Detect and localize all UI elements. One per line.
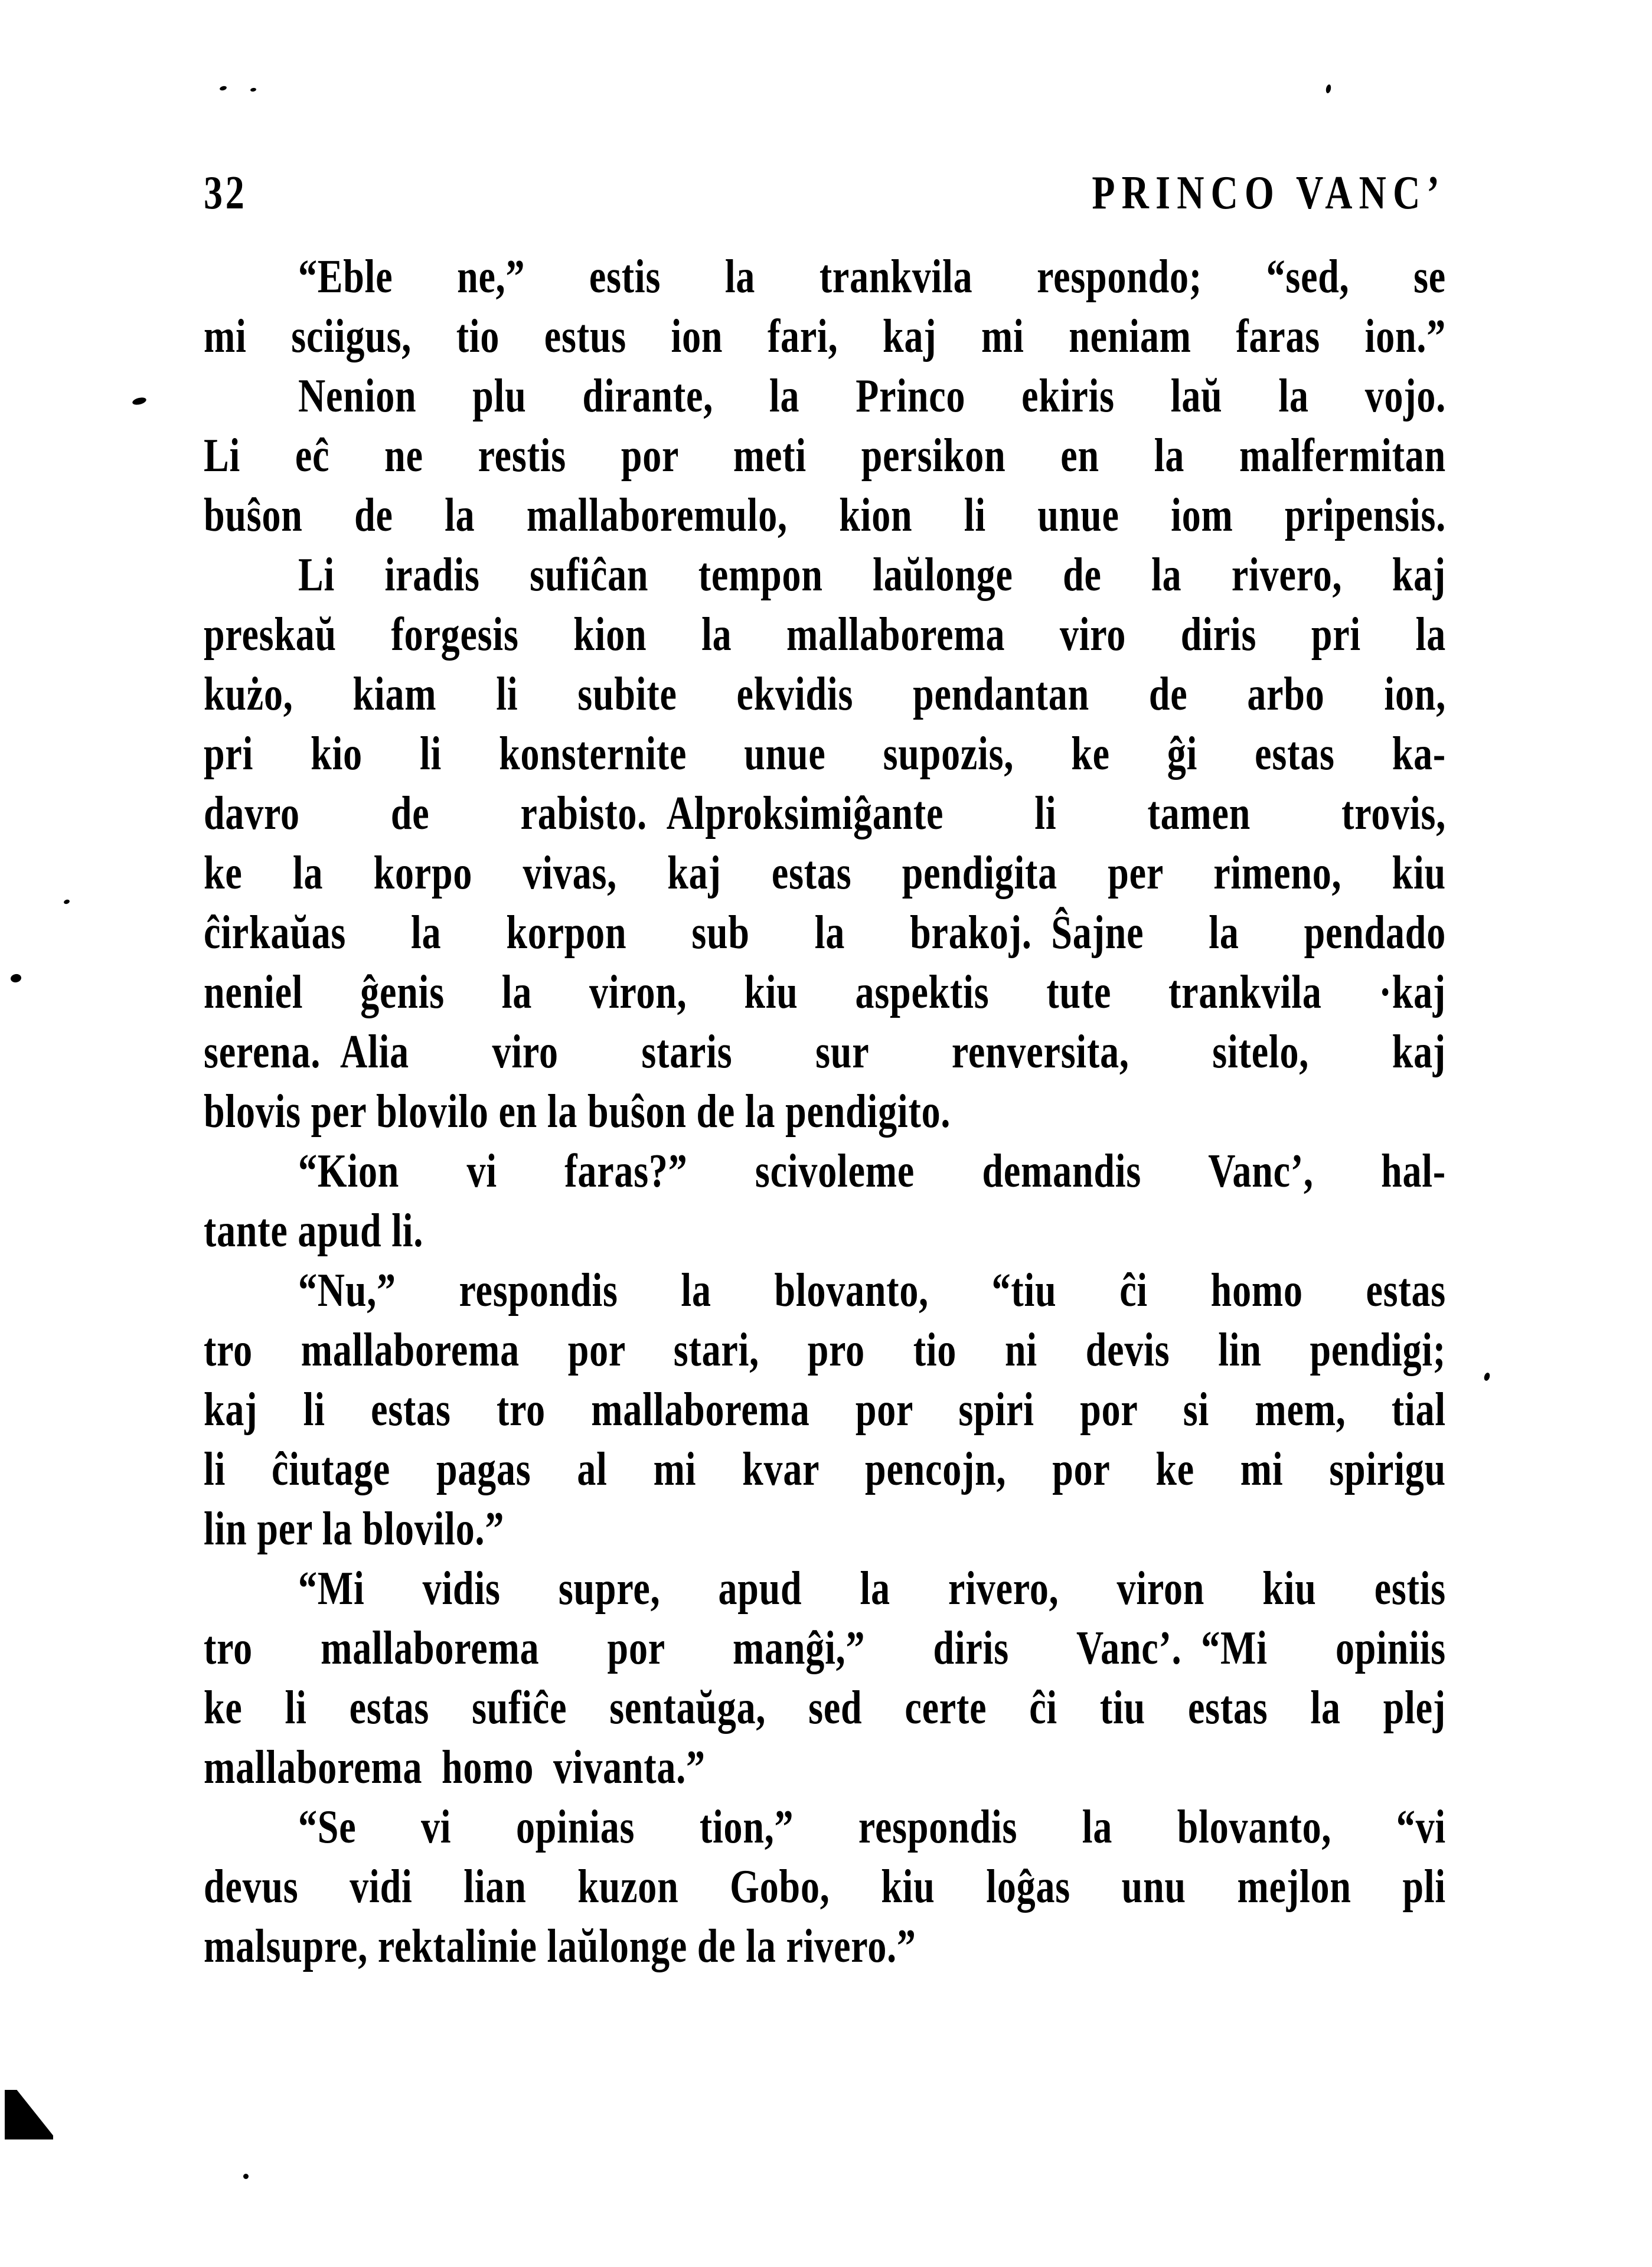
- text-line: neniel ĝenis la viron, kiu aspektis tute trankvila ·kaj: [204, 966, 1446, 1018]
- text-line: preskaŭ forgesis kion la mallaborema viro diris pri la: [204, 609, 1446, 661]
- ink-tick-right-margin: [1483, 1372, 1491, 1381]
- text-line: ke li estas sufiĉe sentaŭga, sed certe ĉi tiu estas la plej: [204, 1682, 1446, 1734]
- ink-dash-left-margin: [132, 396, 147, 406]
- ink-blot-bottom-left: [5, 2090, 53, 2139]
- running-header-title: PRINCO VANC’: [1092, 167, 1446, 219]
- text-line: davro de rabisto. Alproksimiĝante li tamen trovis,: [204, 788, 1446, 839]
- paragraph: [204, 1559, 1446, 1798]
- text-line: tro mallaborema por stari, pro tio ni devis lin pendigi;: [204, 1324, 1446, 1376]
- text-line: li ĉiutage pagas al mi kvar pencojn, por ke mi spirigu: [204, 1443, 1446, 1495]
- ink-dot-left-margin: [10, 974, 22, 984]
- text-line: ke la korpo vivas, kaj estas pendigita per rimeno, kiu: [204, 847, 1446, 899]
- paragraph: [204, 1261, 1446, 1559]
- text-line: buŝon de la mallaboremulo, kion li unue iom pripensis.: [204, 489, 1446, 541]
- text-line: Li eĉ ne restis por meti persikon en la malfermitan: [204, 430, 1446, 482]
- text-line: Nenion plu dirante, la Princo ekiris laŭ la vojo.: [298, 370, 1446, 422]
- text-line: devus vidi lian kuzon Gobo, kiu loĝas unu mejlon pli: [204, 1861, 1446, 1913]
- text-line: Li iradis sufiĉan tempon laŭlonge de la rivero, kaj: [298, 549, 1446, 601]
- text-line: pri kio li konsternite unue supozis, ke ĝi estas ka-: [204, 728, 1446, 780]
- text-line: mallaborema homo vivanta.”: [204, 1742, 706, 1794]
- text-line: lin per la blovilo.”: [204, 1503, 505, 1555]
- ink-speck-left-margin: [63, 899, 70, 905]
- paragraph: [204, 1142, 1446, 1261]
- paragraph: [204, 247, 1446, 367]
- text-line: blovis per blovilo en la buŝon de la pendigito.: [204, 1086, 951, 1138]
- text-line: tante apud li.: [204, 1205, 424, 1257]
- text-line: “Mi vidis supre, apud la rivero, viron kiu estis: [298, 1563, 1446, 1615]
- page-number: 32: [204, 167, 247, 219]
- text-line: kużo, kiam li subite ekvidis pendantan de arbo ion,: [204, 668, 1446, 720]
- ink-speck-top-2: [250, 87, 257, 92]
- text-line: mi sciigus, tio estus ion fari, kaj mi neniam faras ion.”: [204, 311, 1446, 362]
- text-line: serena. Alia viro staris sur renversita, sitelo, kaj: [204, 1026, 1446, 1078]
- ink-tick-top-right: [1325, 84, 1332, 93]
- text-line: “Nu,” respondis la blovanto, “tiu ĉi homo estas: [298, 1265, 1446, 1317]
- paragraph: [204, 1798, 1446, 1977]
- text-body: [204, 247, 1446, 1977]
- paragraph: [204, 545, 1446, 1142]
- text-line: “Se vi opinias tion,” respondis la blovanto, “vi: [298, 1801, 1446, 1853]
- text-line: ĉirkaŭas la korpon sub la brakoj. Ŝajne la pendado: [204, 907, 1446, 959]
- ink-speck-top-1: [219, 86, 227, 92]
- text-line: “Kion vi faras?” scivoleme demandis Vanc’, hal-: [298, 1145, 1446, 1197]
- text-line: kaj li estas tro mallaborema por spiri por si mem, tial: [204, 1384, 1446, 1436]
- paragraph: [204, 367, 1446, 545]
- text-line: “Eble ne,” estis la trankvila respondo; “sed, se: [298, 251, 1446, 303]
- text-block: [204, 164, 1446, 1977]
- running-header: [204, 164, 1446, 223]
- text-line: malsupre, rektalinie laŭlonge de la rivero.”: [204, 1920, 916, 1972]
- text-line: tro mallaborema por manĝi,” diris Vanc’. “Mi opiniis: [204, 1622, 1446, 1674]
- ink-dot-bottom: [243, 2174, 249, 2179]
